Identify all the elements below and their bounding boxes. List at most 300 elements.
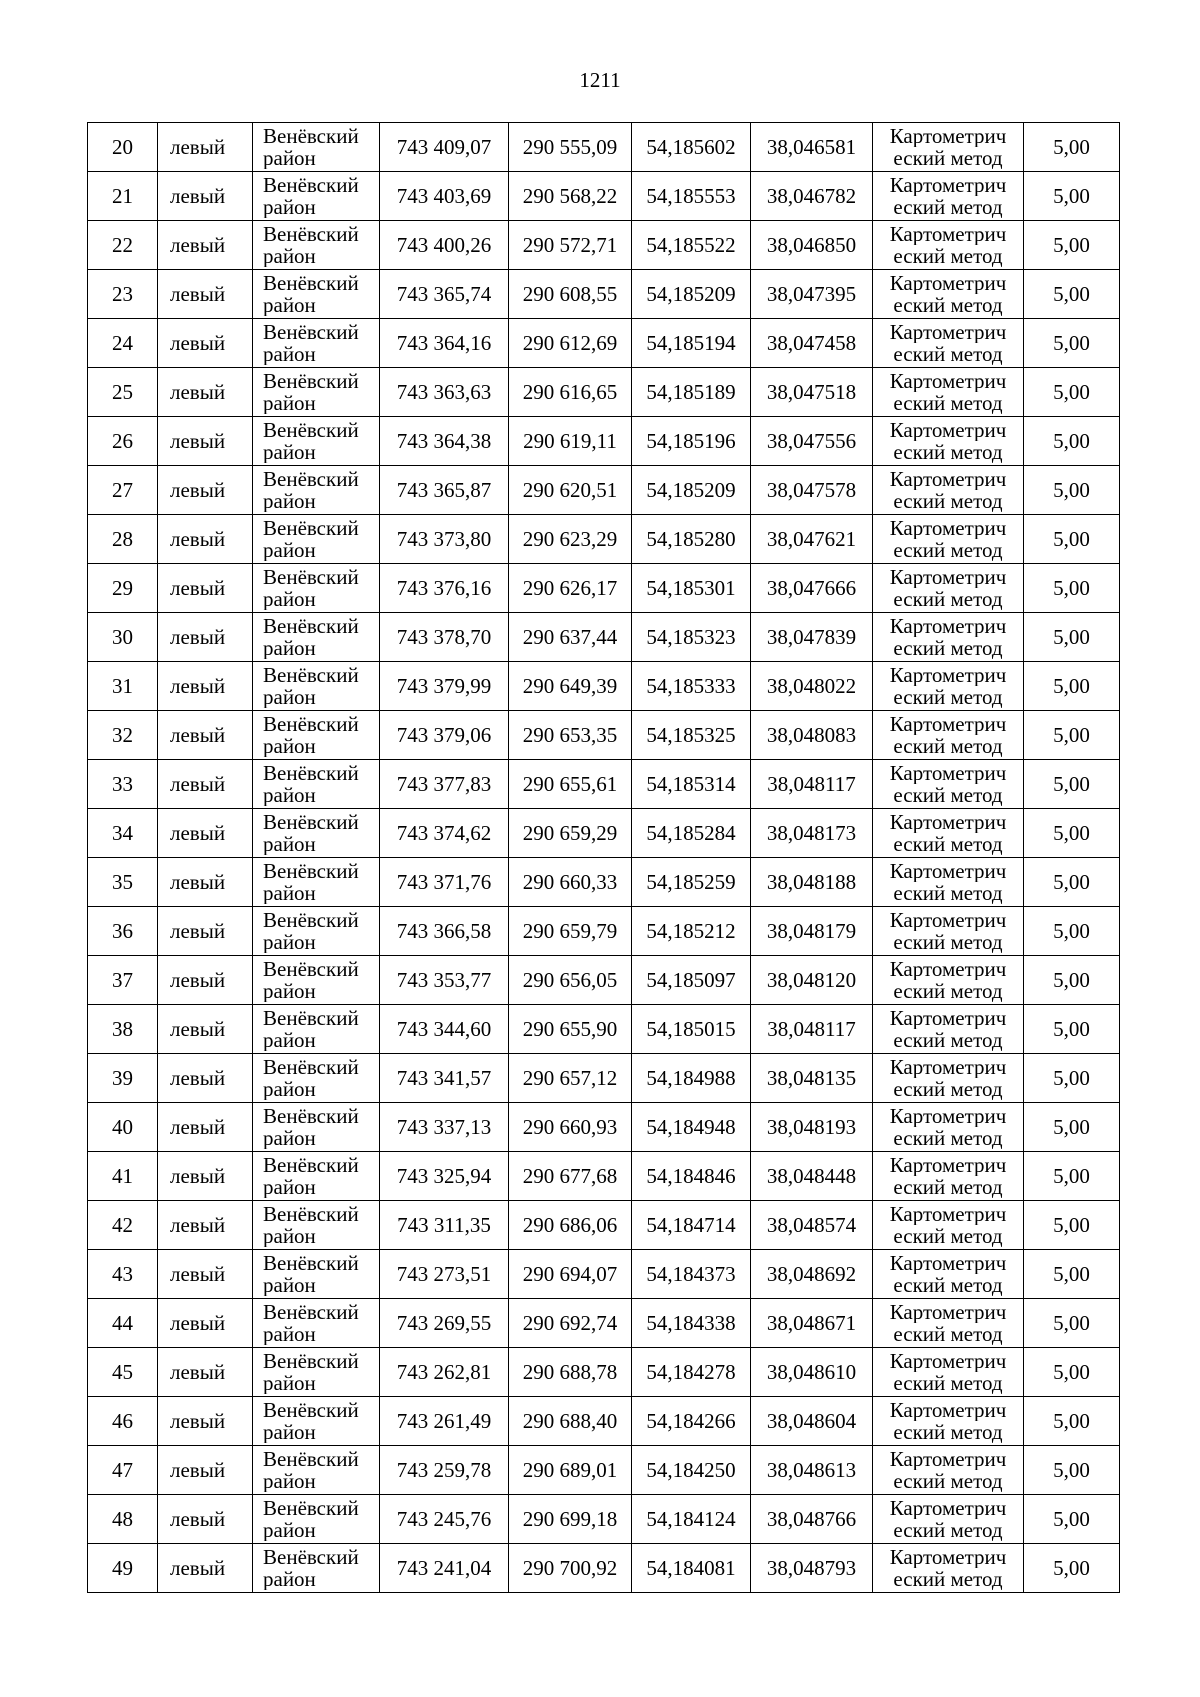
point-number-cell: 27 <box>88 466 158 515</box>
district-cell <box>253 907 380 956</box>
y-coordinate-cell: 290 656,05 <box>509 956 632 1005</box>
x-coordinate-cell: 743 365,87 <box>380 466 509 515</box>
accuracy-cell: 5,00 <box>1024 1299 1120 1348</box>
district-cell <box>253 711 380 760</box>
accuracy-cell: 5,00 <box>1024 1544 1120 1593</box>
table-row <box>88 564 1120 613</box>
side-cell: левый <box>158 221 253 270</box>
side-cell: левый <box>158 1299 253 1348</box>
method-cell-line-1: Картометрич <box>889 1154 1007 1176</box>
district-cell-line-2: район <box>263 735 316 757</box>
method-cell <box>873 662 1024 711</box>
method-cell-line-1: Картометрич <box>889 713 1007 735</box>
point-number-cell: 34 <box>88 809 158 858</box>
longitude-cell: 38,048173 <box>751 809 873 858</box>
table-row <box>88 466 1120 515</box>
side-cell: левый <box>158 1054 253 1103</box>
y-coordinate-cell: 290 653,35 <box>509 711 632 760</box>
side-cell: левый <box>158 1005 253 1054</box>
district-cell-line-2: район <box>263 245 316 267</box>
district-cell-line-2: район <box>263 147 316 169</box>
longitude-cell: 38,047666 <box>751 564 873 613</box>
method-cell <box>873 1250 1024 1299</box>
district-cell-line-2: район <box>263 441 316 463</box>
method-cell <box>873 515 1024 564</box>
accuracy-cell: 5,00 <box>1024 1446 1120 1495</box>
method-cell-line-1: Картометрич <box>889 1007 1007 1029</box>
district-cell-line-1: Венёвский <box>263 1056 359 1078</box>
method-cell-line-1: Картометрич <box>889 566 1007 588</box>
table-row <box>88 1299 1120 1348</box>
district-cell <box>253 123 380 172</box>
longitude-cell: 38,048692 <box>751 1250 873 1299</box>
district-cell-line-1: Венёвский <box>263 174 359 196</box>
district-cell <box>253 613 380 662</box>
side-cell: левый <box>158 662 253 711</box>
side-cell: левый <box>158 760 253 809</box>
x-coordinate-cell: 743 273,51 <box>380 1250 509 1299</box>
y-coordinate-cell: 290 686,06 <box>509 1201 632 1250</box>
district-cell-line-2: район <box>263 539 316 561</box>
district-cell-line-1: Венёвский <box>263 1301 359 1323</box>
method-cell-line-2: еский метод <box>893 490 1003 512</box>
method-cell <box>873 956 1024 1005</box>
y-coordinate-cell: 290 699,18 <box>509 1495 632 1544</box>
method-cell-line-2: еский метод <box>893 392 1003 414</box>
district-cell-line-1: Венёвский <box>263 1399 359 1421</box>
table-row <box>88 613 1120 662</box>
table-row <box>88 1250 1120 1299</box>
table-row <box>88 319 1120 368</box>
longitude-cell: 38,047518 <box>751 368 873 417</box>
latitude-cell: 54,184846 <box>632 1152 751 1201</box>
method-cell <box>873 1495 1024 1544</box>
accuracy-cell: 5,00 <box>1024 1005 1120 1054</box>
accuracy-cell: 5,00 <box>1024 1397 1120 1446</box>
point-number-cell: 36 <box>88 907 158 956</box>
table-row <box>88 417 1120 466</box>
method-cell-line-1: Картометрич <box>889 125 1007 147</box>
x-coordinate-cell: 743 269,55 <box>380 1299 509 1348</box>
longitude-cell: 38,048120 <box>751 956 873 1005</box>
method-cell-line-2: еский метод <box>893 1568 1003 1590</box>
accuracy-cell: 5,00 <box>1024 1152 1120 1201</box>
point-number-cell: 41 <box>88 1152 158 1201</box>
district-cell-line-2: район <box>263 1519 316 1541</box>
longitude-cell: 38,047621 <box>751 515 873 564</box>
y-coordinate-cell: 290 555,09 <box>509 123 632 172</box>
x-coordinate-cell: 743 245,76 <box>380 1495 509 1544</box>
method-cell-line-1: Картометрич <box>889 860 1007 882</box>
method-cell <box>873 809 1024 858</box>
method-cell-line-1: Картометрич <box>889 468 1007 490</box>
y-coordinate-cell: 290 688,78 <box>509 1348 632 1397</box>
latitude-cell: 54,184988 <box>632 1054 751 1103</box>
district-cell <box>253 1054 380 1103</box>
point-number-cell: 49 <box>88 1544 158 1593</box>
point-number-cell: 31 <box>88 662 158 711</box>
accuracy-cell: 5,00 <box>1024 123 1120 172</box>
latitude-cell: 54,185209 <box>632 466 751 515</box>
district-cell <box>253 1103 380 1152</box>
method-cell-line-2: еский метод <box>893 1519 1003 1541</box>
district-cell-line-1: Венёвский <box>263 272 359 294</box>
method-cell-line-2: еский метод <box>893 1078 1003 1100</box>
table-row <box>88 1348 1120 1397</box>
method-cell-line-1: Картометрич <box>889 321 1007 343</box>
district-cell-line-1: Венёвский <box>263 419 359 441</box>
district-cell <box>253 1446 380 1495</box>
method-cell-line-1: Картометрич <box>889 174 1007 196</box>
latitude-cell: 54,185196 <box>632 417 751 466</box>
table-row <box>88 858 1120 907</box>
method-cell-line-1: Картометрич <box>889 1448 1007 1470</box>
point-number-cell: 29 <box>88 564 158 613</box>
latitude-cell: 54,184081 <box>632 1544 751 1593</box>
latitude-cell: 54,184714 <box>632 1201 751 1250</box>
method-cell-line-2: еский метод <box>893 735 1003 757</box>
district-cell <box>253 368 380 417</box>
point-number-cell: 30 <box>88 613 158 662</box>
district-cell-line-2: район <box>263 1372 316 1394</box>
x-coordinate-cell: 743 371,76 <box>380 858 509 907</box>
district-cell <box>253 1250 380 1299</box>
district-cell-line-1: Венёвский <box>263 125 359 147</box>
district-cell-line-2: район <box>263 637 316 659</box>
method-cell-line-1: Картометрич <box>889 517 1007 539</box>
latitude-cell: 54,185323 <box>632 613 751 662</box>
method-cell <box>873 1005 1024 1054</box>
longitude-cell: 38,047395 <box>751 270 873 319</box>
accuracy-cell: 5,00 <box>1024 809 1120 858</box>
y-coordinate-cell: 290 655,61 <box>509 760 632 809</box>
district-cell-line-1: Венёвский <box>263 664 359 686</box>
longitude-cell: 38,048793 <box>751 1544 873 1593</box>
method-cell-line-1: Картометрич <box>889 811 1007 833</box>
latitude-cell: 54,185301 <box>632 564 751 613</box>
point-number-cell: 26 <box>88 417 158 466</box>
point-number-cell: 47 <box>88 1446 158 1495</box>
x-coordinate-cell: 743 259,78 <box>380 1446 509 1495</box>
method-cell-line-2: еский метод <box>893 245 1003 267</box>
district-cell <box>253 956 380 1005</box>
method-cell-line-2: еский метод <box>893 882 1003 904</box>
district-cell-line-1: Венёвский <box>263 1007 359 1029</box>
method-cell <box>873 1397 1024 1446</box>
point-number-cell: 40 <box>88 1103 158 1152</box>
table-row <box>88 1005 1120 1054</box>
latitude-cell: 54,184266 <box>632 1397 751 1446</box>
method-cell-line-2: еский метод <box>893 1470 1003 1492</box>
accuracy-cell: 5,00 <box>1024 319 1120 368</box>
method-cell <box>873 123 1024 172</box>
side-cell: левый <box>158 319 253 368</box>
latitude-cell: 54,185097 <box>632 956 751 1005</box>
table-row <box>88 760 1120 809</box>
district-cell-line-2: район <box>263 686 316 708</box>
y-coordinate-cell: 290 572,71 <box>509 221 632 270</box>
accuracy-cell: 5,00 <box>1024 1348 1120 1397</box>
table-row <box>88 270 1120 319</box>
side-cell: левый <box>158 515 253 564</box>
y-coordinate-cell: 290 700,92 <box>509 1544 632 1593</box>
table-row <box>88 1103 1120 1152</box>
table-row <box>88 1201 1120 1250</box>
method-cell-line-1: Картометрич <box>889 909 1007 931</box>
latitude-cell: 54,185194 <box>632 319 751 368</box>
point-number-cell: 39 <box>88 1054 158 1103</box>
y-coordinate-cell: 290 657,12 <box>509 1054 632 1103</box>
district-cell <box>253 858 380 907</box>
side-cell: левый <box>158 711 253 760</box>
district-cell-line-2: район <box>263 882 316 904</box>
longitude-cell: 38,048188 <box>751 858 873 907</box>
point-number-cell: 25 <box>88 368 158 417</box>
point-number-cell: 48 <box>88 1495 158 1544</box>
longitude-cell: 38,047556 <box>751 417 873 466</box>
accuracy-cell: 5,00 <box>1024 564 1120 613</box>
accuracy-cell: 5,00 <box>1024 711 1120 760</box>
latitude-cell: 54,185522 <box>632 221 751 270</box>
method-cell-line-2: еский метод <box>893 1372 1003 1394</box>
side-cell: левый <box>158 123 253 172</box>
accuracy-cell: 5,00 <box>1024 1250 1120 1299</box>
district-cell <box>253 809 380 858</box>
x-coordinate-cell: 743 373,80 <box>380 515 509 564</box>
district-cell-line-2: район <box>263 1323 316 1345</box>
district-cell-line-1: Венёвский <box>263 1105 359 1127</box>
point-number-cell: 46 <box>88 1397 158 1446</box>
longitude-cell: 38,047458 <box>751 319 873 368</box>
y-coordinate-cell: 290 694,07 <box>509 1250 632 1299</box>
method-cell-line-2: еский метод <box>893 441 1003 463</box>
accuracy-cell: 5,00 <box>1024 270 1120 319</box>
district-cell-line-2: район <box>263 1470 316 1492</box>
x-coordinate-cell: 743 400,26 <box>380 221 509 270</box>
x-coordinate-cell: 743 366,58 <box>380 907 509 956</box>
district-cell-line-2: район <box>263 1421 316 1443</box>
method-cell <box>873 858 1024 907</box>
point-number-cell: 37 <box>88 956 158 1005</box>
method-cell-line-1: Картометрич <box>889 1252 1007 1274</box>
district-cell-line-2: район <box>263 392 316 414</box>
side-cell: левый <box>158 1201 253 1250</box>
x-coordinate-cell: 743 365,74 <box>380 270 509 319</box>
latitude-cell: 54,185284 <box>632 809 751 858</box>
accuracy-cell: 5,00 <box>1024 1103 1120 1152</box>
longitude-cell: 38,047839 <box>751 613 873 662</box>
method-cell-line-2: еский метод <box>893 833 1003 855</box>
y-coordinate-cell: 290 608,55 <box>509 270 632 319</box>
latitude-cell: 54,185015 <box>632 1005 751 1054</box>
longitude-cell: 38,048613 <box>751 1446 873 1495</box>
side-cell: левый <box>158 1348 253 1397</box>
method-cell-line-1: Картометрич <box>889 958 1007 980</box>
side-cell: левый <box>158 1544 253 1593</box>
method-cell-line-1: Картометрич <box>889 615 1007 637</box>
method-cell-line-1: Картометрич <box>889 1399 1007 1421</box>
table-row <box>88 1054 1120 1103</box>
method-cell-line-2: еский метод <box>893 637 1003 659</box>
coordinates-table <box>87 122 1120 1593</box>
x-coordinate-cell: 743 363,63 <box>380 368 509 417</box>
method-cell-line-1: Картометрич <box>889 370 1007 392</box>
district-cell-line-2: район <box>263 343 316 365</box>
district-cell <box>253 1299 380 1348</box>
latitude-cell: 54,184250 <box>632 1446 751 1495</box>
method-cell-line-2: еский метод <box>893 294 1003 316</box>
table-row <box>88 221 1120 270</box>
district-cell-line-2: район <box>263 1078 316 1100</box>
accuracy-cell: 5,00 <box>1024 858 1120 907</box>
y-coordinate-cell: 290 677,68 <box>509 1152 632 1201</box>
x-coordinate-cell: 743 341,57 <box>380 1054 509 1103</box>
table-row <box>88 123 1120 172</box>
accuracy-cell: 5,00 <box>1024 1201 1120 1250</box>
district-cell-line-1: Венёвский <box>263 321 359 343</box>
point-number-cell: 42 <box>88 1201 158 1250</box>
accuracy-cell: 5,00 <box>1024 662 1120 711</box>
latitude-cell: 54,185189 <box>632 368 751 417</box>
method-cell-line-2: еский метод <box>893 196 1003 218</box>
accuracy-cell: 5,00 <box>1024 417 1120 466</box>
district-cell-line-2: район <box>263 1176 316 1198</box>
side-cell: левый <box>158 1495 253 1544</box>
district-cell <box>253 662 380 711</box>
district-cell-line-1: Венёвский <box>263 860 359 882</box>
method-cell-line-2: еский метод <box>893 147 1003 169</box>
district-cell-line-2: район <box>263 1127 316 1149</box>
latitude-cell: 54,185553 <box>632 172 751 221</box>
method-cell-line-2: еский метод <box>893 1225 1003 1247</box>
method-cell <box>873 1299 1024 1348</box>
table-row <box>88 1446 1120 1495</box>
district-cell-line-1: Венёвский <box>263 517 359 539</box>
method-cell <box>873 564 1024 613</box>
side-cell: левый <box>158 172 253 221</box>
x-coordinate-cell: 743 261,49 <box>380 1397 509 1446</box>
x-coordinate-cell: 743 311,35 <box>380 1201 509 1250</box>
method-cell <box>873 760 1024 809</box>
side-cell: левый <box>158 1103 253 1152</box>
x-coordinate-cell: 743 364,16 <box>380 319 509 368</box>
point-number-cell: 24 <box>88 319 158 368</box>
method-cell-line-2: еский метод <box>893 1127 1003 1149</box>
accuracy-cell: 5,00 <box>1024 760 1120 809</box>
district-cell-line-1: Венёвский <box>263 1448 359 1470</box>
accuracy-cell: 5,00 <box>1024 221 1120 270</box>
latitude-cell: 54,185602 <box>632 123 751 172</box>
x-coordinate-cell: 743 376,16 <box>380 564 509 613</box>
point-number-cell: 32 <box>88 711 158 760</box>
district-cell-line-1: Венёвский <box>263 223 359 245</box>
y-coordinate-cell: 290 626,17 <box>509 564 632 613</box>
method-cell <box>873 1201 1024 1250</box>
y-coordinate-cell: 290 688,40 <box>509 1397 632 1446</box>
method-cell-line-1: Картометрич <box>889 762 1007 784</box>
district-cell-line-2: район <box>263 1029 316 1051</box>
accuracy-cell: 5,00 <box>1024 515 1120 564</box>
district-cell <box>253 1348 380 1397</box>
longitude-cell: 38,048604 <box>751 1397 873 1446</box>
longitude-cell: 38,048610 <box>751 1348 873 1397</box>
district-cell <box>253 1495 380 1544</box>
table-row <box>88 1152 1120 1201</box>
district-cell <box>253 319 380 368</box>
side-cell: левый <box>158 368 253 417</box>
method-cell-line-2: еский метод <box>893 1176 1003 1198</box>
longitude-cell: 38,046850 <box>751 221 873 270</box>
method-cell-line-2: еский метод <box>893 1421 1003 1443</box>
x-coordinate-cell: 743 379,99 <box>380 662 509 711</box>
method-cell <box>873 1348 1024 1397</box>
point-number-cell: 33 <box>88 760 158 809</box>
accuracy-cell: 5,00 <box>1024 613 1120 662</box>
table-row <box>88 515 1120 564</box>
method-cell <box>873 221 1024 270</box>
latitude-cell: 54,184338 <box>632 1299 751 1348</box>
district-cell-line-1: Венёвский <box>263 762 359 784</box>
district-cell-line-1: Венёвский <box>263 370 359 392</box>
accuracy-cell: 5,00 <box>1024 1054 1120 1103</box>
x-coordinate-cell: 743 353,77 <box>380 956 509 1005</box>
district-cell-line-1: Венёвский <box>263 1154 359 1176</box>
longitude-cell: 38,048117 <box>751 1005 873 1054</box>
longitude-cell: 38,047578 <box>751 466 873 515</box>
latitude-cell: 54,185209 <box>632 270 751 319</box>
latitude-cell: 54,184124 <box>632 1495 751 1544</box>
y-coordinate-cell: 290 637,44 <box>509 613 632 662</box>
district-cell-line-2: район <box>263 196 316 218</box>
side-cell: левый <box>158 1397 253 1446</box>
longitude-cell: 38,048574 <box>751 1201 873 1250</box>
y-coordinate-cell: 290 620,51 <box>509 466 632 515</box>
x-coordinate-cell: 743 241,04 <box>380 1544 509 1593</box>
method-cell-line-1: Картометрич <box>889 1105 1007 1127</box>
side-cell: левый <box>158 1152 253 1201</box>
method-cell-line-1: Картометрич <box>889 1497 1007 1519</box>
table-row <box>88 907 1120 956</box>
y-coordinate-cell: 290 689,01 <box>509 1446 632 1495</box>
district-cell-line-1: Венёвский <box>263 1350 359 1372</box>
x-coordinate-cell: 743 403,69 <box>380 172 509 221</box>
method-cell <box>873 270 1024 319</box>
x-coordinate-cell: 743 409,07 <box>380 123 509 172</box>
x-coordinate-cell: 743 374,62 <box>380 809 509 858</box>
point-number-cell: 22 <box>88 221 158 270</box>
latitude-cell: 54,184373 <box>632 1250 751 1299</box>
method-cell-line-2: еский метод <box>893 343 1003 365</box>
side-cell: левый <box>158 417 253 466</box>
district-cell <box>253 515 380 564</box>
x-coordinate-cell: 743 364,38 <box>380 417 509 466</box>
y-coordinate-cell: 290 619,11 <box>509 417 632 466</box>
y-coordinate-cell: 290 623,29 <box>509 515 632 564</box>
point-number-cell: 43 <box>88 1250 158 1299</box>
district-cell-line-1: Венёвский <box>263 615 359 637</box>
table-row <box>88 662 1120 711</box>
method-cell-line-1: Картометрич <box>889 664 1007 686</box>
method-cell <box>873 1152 1024 1201</box>
point-number-cell: 23 <box>88 270 158 319</box>
side-cell: левый <box>158 613 253 662</box>
page-number: 1211 <box>579 68 621 92</box>
method-cell <box>873 172 1024 221</box>
table-body <box>88 123 1120 1593</box>
accuracy-cell: 5,00 <box>1024 1495 1120 1544</box>
method-cell-line-1: Картометрич <box>889 1546 1007 1568</box>
longitude-cell: 38,048083 <box>751 711 873 760</box>
